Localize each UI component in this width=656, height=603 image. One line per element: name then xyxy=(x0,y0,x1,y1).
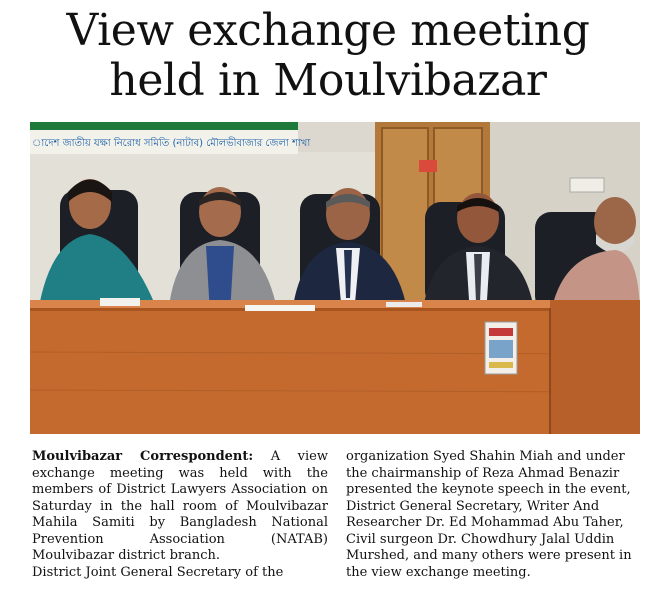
headline xyxy=(0,6,656,106)
article-column-right xyxy=(346,449,642,581)
article-paragraph-2: District Joint General Secretary of the xyxy=(32,564,284,580)
article-column-left xyxy=(32,449,328,581)
headline-line-1: View exchange meeting xyxy=(66,5,590,56)
news-photo xyxy=(30,122,640,434)
banner-text: াদেশ জাতীয় যক্ষা নিরোধ সমিতি (নাটাব) মৌলভীবাজার জেলা শাখা xyxy=(32,138,311,149)
byline: Moulvibazar Correspondent: xyxy=(32,449,254,464)
headline-line-2: held in Moulvibazar xyxy=(109,55,547,106)
article-paragraph-1-text: A view exchange meeting was held with the members of District Lawyers Association on Saturday in the hall room of Moulvibazar Mahila Samiti by Bangladesh National Prevention Association (NATAB) Moulvibazar district branch. xyxy=(32,449,328,563)
article-paragraph-1 xyxy=(32,449,328,565)
article-paragraph-3: organization Syed Shahin Miah and under the chairmanship of Reza Ahmad Benazir presented the keynote speech in the event, District General Secretary, Writer And Researcher Dr. Ed Mohammad Abu Taher, Civil surgeon Dr. Chowdhury Jalal Uddin Murshed, and many others were present in the view exchange meeting. xyxy=(346,449,632,580)
